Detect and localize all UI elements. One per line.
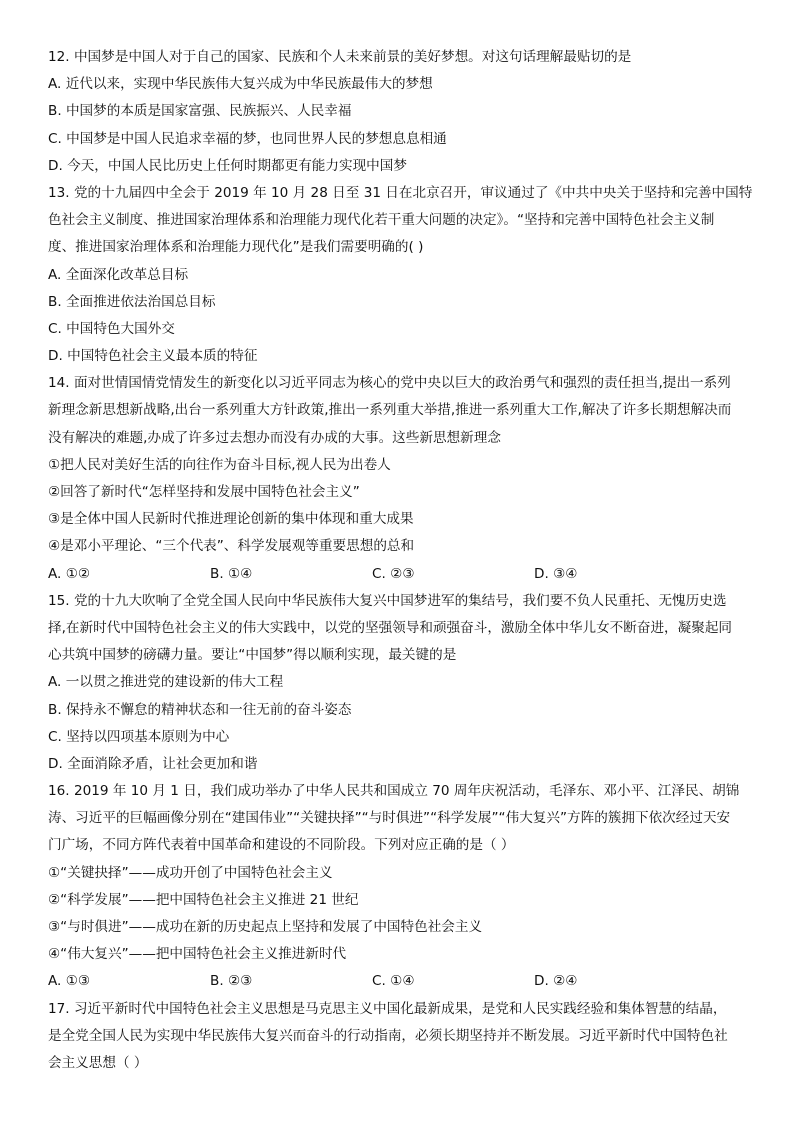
option-d: D. 全面消除矛盾，让社会更加和谐 [48, 755, 258, 772]
option-a: A. 近代以来，实现中华民族伟大复兴成为中华民族最伟大的梦想 [48, 76, 433, 93]
option-a: A. ①② [48, 565, 91, 582]
question-stem-line: 心共筑中国梦的磅礴力量。要让“中国梦”得以顺利实现，最关键的是 [48, 647, 457, 664]
question-stem-line: 16. 2019 年 10 月 1 日，我们成功举办了中华人民共和国成立 70 周年庆祝活动，毛泽东、邓小平、江泽民、胡锦 [48, 783, 740, 800]
question-stem-line: 择,在新时代中国特色社会主义的伟大实践中，以党的坚强领导和顽强奋斗，激励全体中华儿女不断奋进，凝聚起同 [48, 619, 733, 636]
option-b: B. ②③ [210, 973, 253, 990]
option-c: C. 中国梦是中国人民追求幸福的梦，也同世界人民的梦想息息相通 [48, 130, 447, 147]
option-c: C. 坚持以四项基本原则为中心 [48, 728, 230, 745]
option-b: B. 中国梦的本质是国家富强、民族振兴、人民幸福 [48, 103, 352, 120]
statement-3: ③是全体中国人民新时代推进理论创新的集中体现和重大成果 [48, 511, 414, 528]
question-stem-line: 没有解决的难题,办成了许多过去想办而没有办成的大事。这些新思想新理念 [48, 429, 501, 446]
options-row [48, 561, 754, 588]
option-d: D. 今天，中国人民比历史上任何时期都更有能力实现中国梦 [48, 157, 407, 174]
question-stem-line: 涛、习近平的巨幅画像分别在“建国伟业”“关键抉择”“与时俱进”“科学发展”“伟大复兴”方阵的簇拥下依次经过天安 [48, 810, 731, 827]
option-a: A. 全面深化改革总目标 [48, 266, 189, 283]
option-a: A. 一以贯之推进党的建设新的伟大工程 [48, 674, 284, 691]
question-stem: 12. 中国梦是中国人对于自己的国家、民族和个人未来前景的美好梦想。对这句话理解最贴切的是 [48, 49, 632, 65]
question-13 [48, 180, 754, 370]
option-d: D. ②④ [534, 973, 578, 990]
question-stem-line: 是全党全国人民为实现中华民族伟大复兴而奋斗的行动指南，必须长期坚持并不断发展。习近平新时代中国特色社 [48, 1027, 728, 1044]
statement-2: ②“科学发展”——把中国特色社会主义推进 21 世纪 [48, 891, 359, 908]
option-b: B. 保持永不懈怠的精神状态和一往无前的奋斗姿态 [48, 701, 352, 718]
statement-1: ①把人民对美好生活的向往作为奋斗目标,视人民为出卷人 [48, 456, 391, 473]
option-b: B. 全面推进依法治国总目标 [48, 293, 216, 310]
option-c: C. ②③ [372, 565, 415, 582]
exam-page [48, 44, 754, 1077]
options-row [48, 968, 754, 995]
option-c: C. 中国特色大国外交 [48, 320, 175, 337]
option-c: C. ①④ [372, 973, 415, 990]
option-d: D. 中国特色社会主义最本质的特征 [48, 348, 258, 365]
question-stem-line: 新理念新思想新战略,出台一系列重大方针政策,推出一系列重大举措,推进一系列重大工作,解决了许多长期想解决而 [48, 402, 732, 419]
question-stem-line: 度、推进国家治理体系和治理能力现代化”是我们需要明确的( ) [48, 239, 424, 256]
question-stem-line: 13. 党的十九届四中全会于 2019 年 10 月 28 日至 31 日在北京召开，审议通过了《中共中央关于坚持和完善中国特 [48, 184, 753, 201]
question-stem-line: 14. 面对世情国情党情发生的新变化以习近平同志为核心的党中央以巨大的政治勇气和强烈的责任担当,提出一系列 [48, 375, 731, 392]
statement-4: ④是邓小平理论、“三个代表”、科学发展观等重要思想的总和 [48, 538, 415, 555]
question-17 [48, 996, 754, 1078]
question-stem-line: 17. 习近平新时代中国特色社会主义思想是马克思主义中国化最新成果，是党和人民实践经验和集体智慧的结晶， [48, 1000, 727, 1017]
statement-3: ③“与时俱进”——成功在新的历史起点上坚持和发展了中国特色社会主义 [48, 919, 483, 935]
statement-2: ②回答了新时代“怎样坚持和发展中国特色社会主义” [48, 484, 360, 500]
statement-4: ④“伟大复兴”——把中国特色社会主义推进新时代 [48, 946, 347, 963]
question-stem-line: 色社会主义制度、推进国家治理体系和治理能力现代化若干重大问题的决定》。“坚持和完善中国特色社会主义制 [48, 212, 715, 229]
option-b: B. ①④ [210, 565, 253, 582]
option-a: A. ①③ [48, 973, 91, 990]
question-14 [48, 370, 754, 588]
question-stem-line: 门广场，不同方阵代表着中国革命和建设的不同阶段。下列对应正确的是（ ） [48, 837, 515, 854]
question-stem-line: 会主义思想（ ） [48, 1054, 148, 1071]
option-d: D. ③④ [534, 565, 578, 582]
statement-1: ①“关键抉择”——成功开创了中国特色社会主义 [48, 864, 333, 881]
question-15 [48, 588, 754, 778]
question-stem-line: 15. 党的十九大吹响了全党全国人民向中华民族伟大复兴中国梦进军的集结号，我们要不负人民重托、无愧历史选 [48, 592, 727, 609]
question-16 [48, 778, 754, 996]
question-12 [48, 44, 754, 180]
